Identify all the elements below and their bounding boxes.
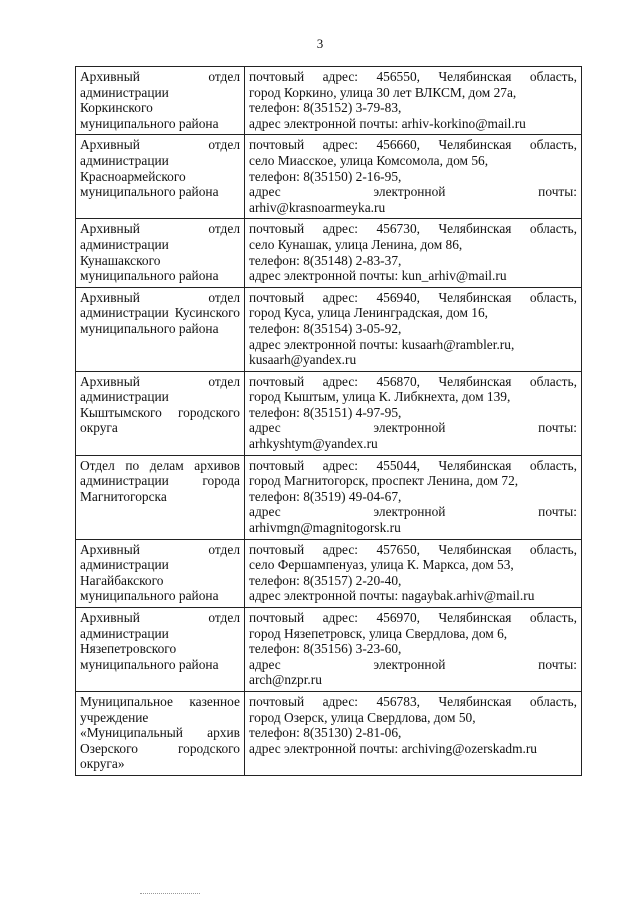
archive-contact-info xyxy=(245,691,582,775)
address-line: город Нязепетровск, улица Свердлова, дом 6, xyxy=(249,625,508,641)
phone-line: телефон: 8(35157) 2-20-40, xyxy=(249,572,402,588)
address-line: село Фершампенуаз, улица К. Маркса, дом 53, xyxy=(249,557,514,573)
archive-organization-name: Отдел по делам архивов администрации города Магнитогорска xyxy=(76,455,245,539)
archive-row xyxy=(76,608,582,692)
phone-line: телефон: 8(35148) 2-83-37, xyxy=(249,252,402,268)
archive-organization-name: Архивный отдел администрации Коркинского муниципального района xyxy=(76,67,245,135)
email-line: arhiv@krasnoarmeyka.ru xyxy=(249,199,386,215)
address-line: село Кунашак, улица Ленина, дом 86, xyxy=(249,236,463,252)
archive-contact-info xyxy=(245,287,582,371)
email-label-line: адрес электронной почты: xyxy=(249,504,577,520)
email-label-line: адрес электронной почты: xyxy=(249,656,577,672)
postal-address-line: почтовый адрес: 456870, Челябинская область, xyxy=(249,373,577,389)
archive-contact-info xyxy=(245,67,582,135)
archive-row xyxy=(76,691,582,775)
footer-mark xyxy=(140,893,200,894)
address-line: город Кыштым, улица К. Либкнехта, дом 139, xyxy=(249,389,511,405)
archive-contact-info xyxy=(245,135,582,219)
archive-row xyxy=(76,135,582,219)
archive-row xyxy=(76,539,582,607)
postal-address-line: почтовый адрес: 456660, Челябинская область, xyxy=(249,137,577,153)
archive-contact-info xyxy=(245,539,582,607)
email-line: адрес электронной почты: kusaarh@rambler.ru, xyxy=(249,336,515,352)
email-line: arhkyshtym@yandex.ru xyxy=(249,436,378,452)
email-line: адрес электронной почты: archiving@ozerskadm.ru xyxy=(249,740,537,756)
postal-address-line: почтовый адрес: 455044, Челябинская область, xyxy=(249,457,577,473)
archive-row xyxy=(76,455,582,539)
postal-address-line: почтовый адрес: 457650, Челябинская область, xyxy=(249,541,577,557)
email-line: arhivmgn@magnitogorsk.ru xyxy=(249,520,401,536)
phone-line: телефон: 8(35152) 3-79-83, xyxy=(249,100,402,116)
archive-row xyxy=(76,67,582,135)
page-number: 3 xyxy=(316,36,324,51)
email-line: arch@nzpr.ru xyxy=(249,672,322,688)
archive-organization-name: Архивный отдел администрации Кунашакского муниципального района xyxy=(76,219,245,287)
archive-row xyxy=(76,219,582,287)
archive-organization-name: Архивный отдел администрации Нязепетровского муниципального района xyxy=(76,608,245,692)
archive-organization-name: Архивный отдел администрации Красноармейского муниципального района xyxy=(76,135,245,219)
phone-line: телефон: 8(35151) 4-97-95, xyxy=(249,404,402,420)
postal-address-line: почтовый адрес: 456730, Челябинская область, xyxy=(249,221,577,237)
archive-organization-name: Муниципальное казенное учреждение «Муниципальный архив Озерского городского округа» xyxy=(76,691,245,775)
phone-line: телефон: 8(35154) 3-05-92, xyxy=(249,320,402,336)
postal-address-line: почтовый адрес: 456550, Челябинская область, xyxy=(249,69,577,84)
phone-line: телефон: 8(35130) 2-81-06, xyxy=(249,725,402,741)
archive-contact-info xyxy=(245,608,582,692)
archive-contact-info xyxy=(245,455,582,539)
archive-row xyxy=(76,371,582,455)
address-line: город Магнитогорск, проспект Ленина, дом 72, xyxy=(249,473,519,489)
archives-table-body xyxy=(76,67,582,776)
address-line: город Коркино, улица 30 лет ВЛКСМ, дом 27а, xyxy=(249,84,517,100)
address-line: село Миасское, улица Комсомола, дом 56, xyxy=(249,152,489,168)
archive-row xyxy=(76,287,582,371)
email-line: адрес электронной почты: nagaybak.arhiv@mail.ru xyxy=(249,588,535,604)
archive-contact-info xyxy=(245,219,582,287)
archives-table xyxy=(75,66,582,776)
phone-line: телефон: 8(35156) 3-23-60, xyxy=(249,641,402,657)
phone-line: телефон: 8(3519) 49-04-67, xyxy=(249,488,402,504)
archive-organization-name: Архивный отдел администрации Кыштымского городского округа xyxy=(76,371,245,455)
archive-organization-name: Архивный отдел администрации Кусинского муниципального района xyxy=(76,287,245,371)
email-line: адрес электронной почты: arhiv-korkino@mail.ru xyxy=(249,115,526,131)
address-line: город Озерск, улица Свердлова, дом 50, xyxy=(249,709,476,725)
email-label-line: адрес электронной почты: xyxy=(249,184,577,200)
postal-address-line: почтовый адрес: 456940, Челябинская область, xyxy=(249,289,577,305)
postal-address-line: почтовый адрес: 456970, Челябинская область, xyxy=(249,610,577,625)
email-line: адрес электронной почты: kun_arhiv@mail.ru xyxy=(249,268,507,284)
archive-organization-name: Архивный отдел администрации Нагайбакского муниципального района xyxy=(76,539,245,607)
archive-contact-info xyxy=(245,371,582,455)
email-line: kusaarh@yandex.ru xyxy=(249,352,357,368)
postal-address-line: почтовый адрес: 456783, Челябинская область, xyxy=(249,693,577,709)
phone-line: телефон: 8(35150) 2-16-95, xyxy=(249,168,402,184)
email-label-line: адрес электронной почты: xyxy=(249,420,577,436)
address-line: город Куса, улица Ленинградская, дом 16, xyxy=(249,305,489,321)
